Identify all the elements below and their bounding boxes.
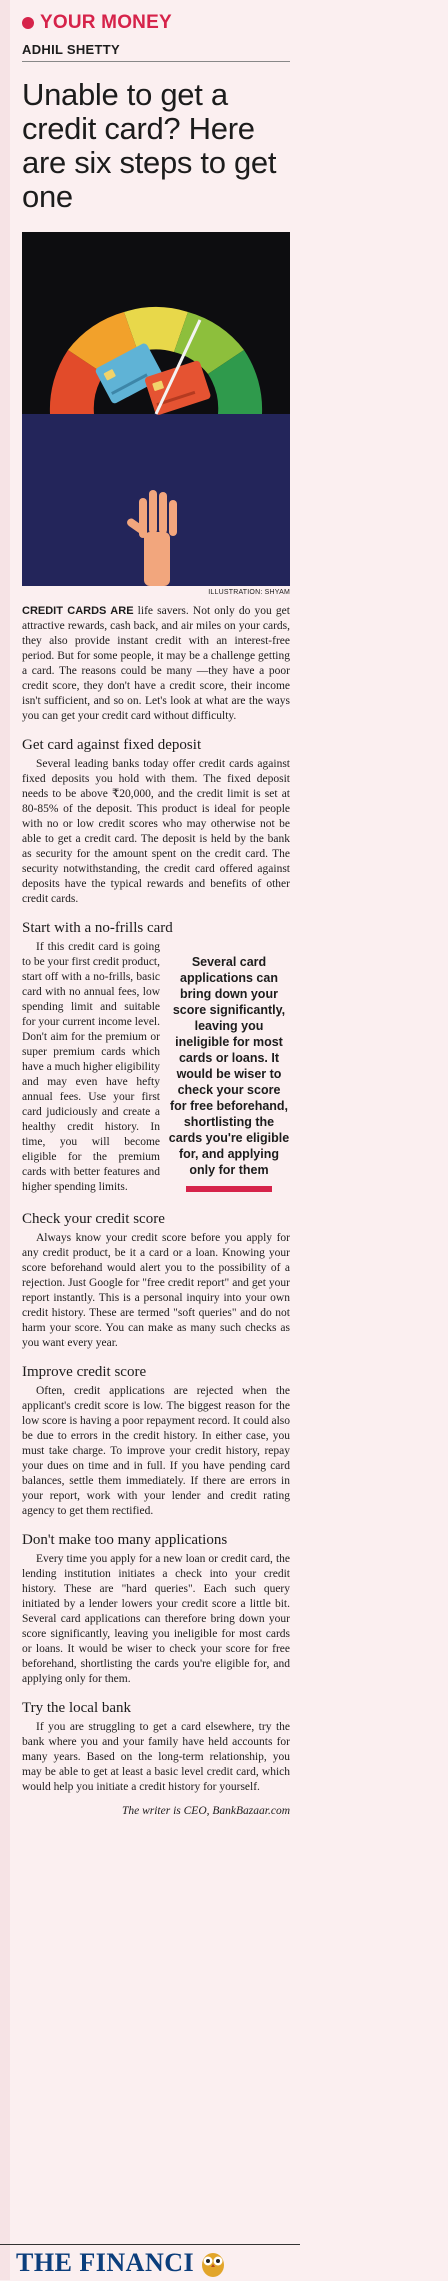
owl-mascot-icon [198,2248,228,2278]
rubric-label: YOUR MONEY [40,12,172,33]
author-signature: The writer is CEO, BankBazaar.com [121,1805,290,1817]
subheading-local-bank: Try the local bank [22,1700,132,1716]
paragraph-check-score: Always know your credit score before you apply for any credit product, be it a card or a loan. Knowing your score beforehand would alert you to the possibility of a rejection. Just Google for "free credit report" and get your report instantly. This is a personal inquiry into your own credit history. These are termed "soft queries" and do not harm your score. You can make as many such checks as you want every year. [22,1232,290,1349]
headline: Unable to get a credit card? Here are six steps to get one [22,77,277,214]
page-edge [0,0,10,2280]
subheading-fixed-deposit: Get card against fixed deposit [22,737,202,753]
paragraph-fixed-deposit: Several leading banks today offer credit cards against fixed deposits you hold with them. The fixed deposit needs to be above ₹20,000, and the credit limit is set at 80-85% of the deposit. This product is ideal for people with no or low credit scores who may otherwise not be able to get a credit card. The deposit is held by the bank as security for the amount spent on the credit card. The security notwithstanding, the credit card offered against deposits have the typical rewards and benefits of other credit cards. [22,758,290,905]
subheading-check-score: Check your credit score [22,1211,165,1227]
paragraph-improve-score: Often, credit applications are rejected when the applicant's credit score is low. The biggest reason for the low score is having a poor repayment record. It could also be due to errors in the credit history. In either case, you must take charge. To improve your credit history, repay your dues on time and in full. If you have pending card balances, settle them immediately. If there are errors in your report, work with your lender and credit rating agency to get them rectified. [22,1385,290,1517]
right-margin [300,0,448,2280]
paragraph-local-bank: If you are struggling to get a card elsewhere, try the bank where you and your family have held accounts for many years. Based on the long-term relationship, you may be able to get at least a basic level credit card, which would help you initiate a credit history for yourself. [22,1721,290,1793]
lead-text: life savers. Not only do you get attractive rewards, cash back, and air miles on your cards, they also provide instant credit with an interest-free period. But for some people, it may be a challenge getting a card. The reasons could be many —they have a poor credit score, they don't have a credit score, their income isn't sufficient, and so on. Let's look at what are the ways you can get your credit card without difficulty. [22,605,290,722]
pull-quote-bar [186,1186,272,1192]
illustration [22,232,290,586]
paragraph-no-frills: If this credit card is going to be your first credit product, start off with a no-frills, basic card with no annual fees, low spending limit and suitable for your current income level. Don't aim for the premium or super premium cards which have a much higher eligibility and may even have hefty annual fees. Use your first card judiciously and create a healthy credit history. In time, you will become eligible for the premium cards with better features and higher spending limits. [22,941,160,1193]
subheading-no-frills: Start with a no-frills card [22,920,173,936]
lead-in: CREDIT CARDS ARE [22,605,134,617]
paragraph-applications: Every time you apply for a new loan or credit card, the lending institution initiates a check into your credit history. These are "hard queries". Each such query initiated by a lender lowers your credit score a little bit. Several card applications can therefore bring down your score significantly, leaving you ineligible for most cards or loans. It would be wiser to check your score for free beforehand, shortlisting the cards you're eligible for, and applying only for them. [22,1553,290,1685]
byline: ADHIL SHETTY [22,42,290,62]
section-rubric [22,12,290,34]
article-column [22,0,290,1817]
subheading-improve-score: Improve credit score [22,1364,147,1380]
pull-quote [168,954,290,1192]
illustration-credit: ILLUSTRATION: SHYAM [208,589,290,596]
pull-quote-text: Several card applications can bring down your score significantly, leaving you ineligible for most cards or loans. It would be wiser to check your score for free beforehand, shortlisting the cards you're eligible for, and applying only for them [168,955,290,1177]
credit-card-gauge-illustration [22,232,290,586]
rubric-dot-icon [22,17,34,29]
masthead-logo: THE FINANCI [16,2248,195,2277]
no-frills-block [22,940,290,1198]
lead-paragraph [22,604,290,724]
masthead [0,2244,300,2281]
subheading-applications: Don't make too many applications [22,1532,228,1548]
